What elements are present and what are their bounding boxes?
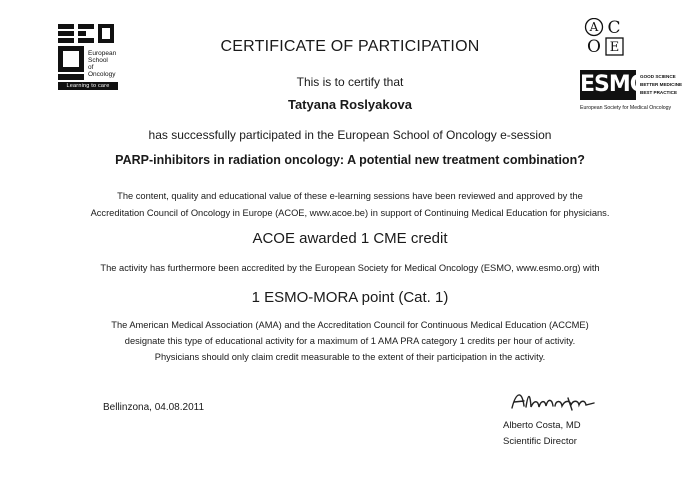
certify-text: This is to certify that: [296, 75, 404, 89]
acoe-letter: O: [587, 37, 601, 56]
esmo-subtitle: European Society for Medical Oncology: [580, 105, 672, 111]
eso-name-line: Oncology: [88, 71, 116, 78]
mora-point: 1 ESMO-MORA point (Cat. 1): [251, 289, 449, 306]
esmo-slogan: GOOD SCIENCE: [640, 74, 676, 79]
signer-role: Scientific Director: [503, 436, 577, 447]
cme-credit: ACOE awarded 1 CME credit: [252, 230, 448, 247]
ama-line: designate this type of educational activity for a maximum of 1 AMA PRA category 1 credits per hour of activity.: [124, 336, 576, 346]
eso-name-line: of: [88, 64, 94, 71]
place-and-date: Bellinzona, 04.08.2011: [103, 402, 205, 413]
esmo-accreditation-text: The activity has furthermore been accredited by the European Society for Medical Oncology (ESMO, www.esmo.org) with: [100, 263, 600, 273]
ama-paragraph: [0, 317, 700, 365]
eso-name-line: School: [88, 57, 108, 64]
acoe-letter: C: [607, 18, 621, 38]
esmo-slogan: BEST PRACTICE: [640, 90, 678, 95]
eso-name-line: European: [88, 50, 117, 57]
session-title: PARP-inhibitors in radiation oncology: A potential new treatment combination?: [115, 153, 585, 167]
acoe-letter: A: [589, 20, 599, 34]
ama-line: The American Medical Association (AMA) and the Accreditation Council for Continuous Medical Education (ACCME): [111, 320, 589, 330]
accreditation-line: Accreditation Council of Oncology in Europe (ACOE, www.acoe.be) in support of Continuing Medical Education for physicians.: [90, 208, 610, 218]
esmo-slogan: BETTER MEDICINE: [640, 82, 683, 87]
accreditation-line: The content, quality and educational value of these e-learning sessions have been reviewed and approved by the: [117, 191, 583, 201]
esmo-wordmark: ESMO: [580, 70, 636, 100]
accreditation-paragraph: [0, 188, 700, 222]
eso-tagline: Learning to care: [58, 82, 118, 90]
signer-name: Alberto Costa, MD: [503, 420, 581, 431]
participation-text: has successfully participated in the European School of Oncology e-session: [148, 128, 552, 142]
acoe-letter: E: [609, 40, 620, 55]
recipient-name: Tatyana Roslyakova: [287, 97, 413, 112]
ama-line: Physicians should only claim credit measurable to the extent of their participation in the activity.: [154, 352, 546, 362]
certificate-title: CERTIFICATE OF PARTICIPATION: [220, 38, 480, 55]
signature: [508, 386, 598, 416]
